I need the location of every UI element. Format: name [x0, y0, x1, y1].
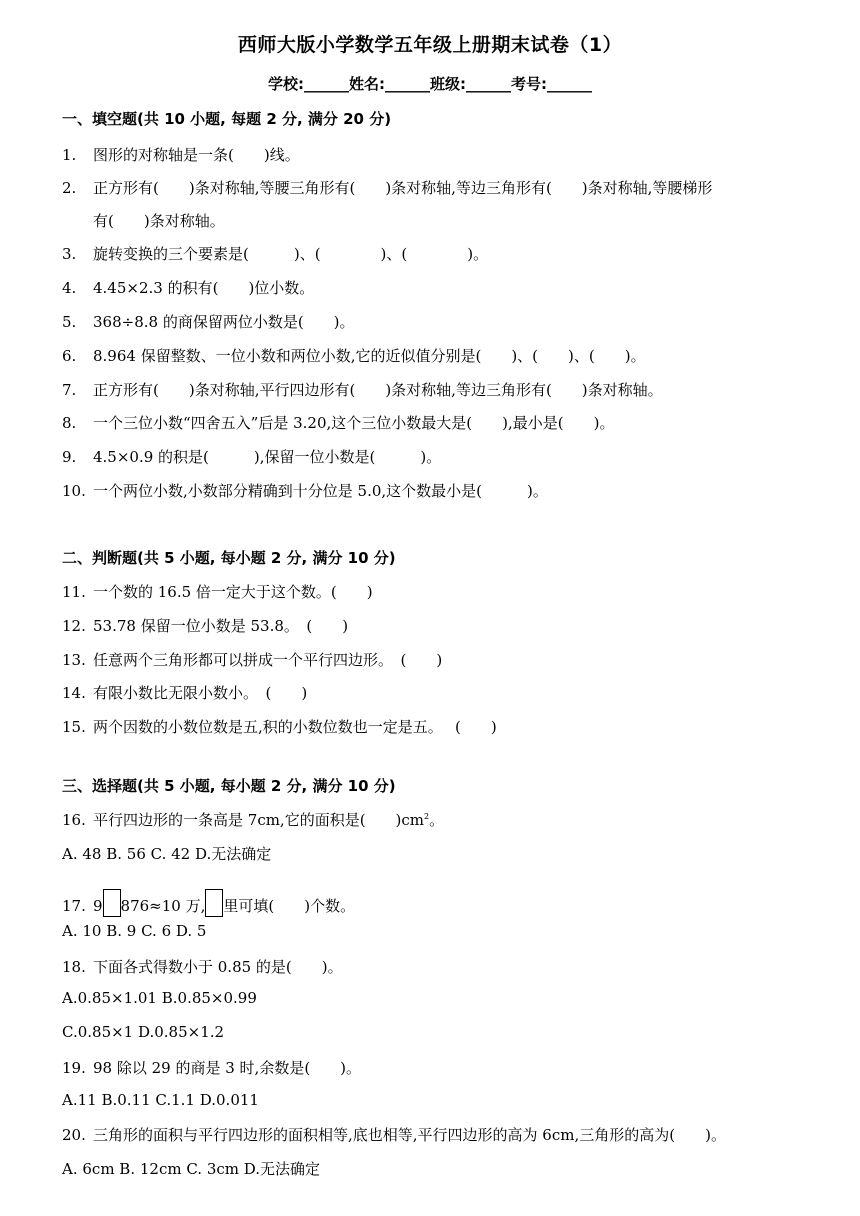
question-20-options: A. 6cm B. 12cm C. 3cm D.无法确定	[62, 1160, 321, 1178]
question-18: 18. 下面各式得数小于 0.85 的是( )。	[62, 958, 343, 976]
blank-box	[103, 889, 121, 917]
question-14: 14. 有限小数比无限小数小。 ( )	[62, 684, 308, 702]
page-title: 西师大版小学数学五年级上册期末试卷（1）	[237, 34, 623, 56]
question-19: 19. 98 除以 29 的商是 3 时,余数是( )。	[62, 1059, 362, 1077]
question-3: 3. 旋转变换的三个要素是( )、( )、( )。	[62, 245, 489, 263]
question-15: 15. 两个因数的小数位数是五,积的小数位数也一定是五。 ( )	[62, 718, 497, 736]
question-20: 20. 三角形的面积与平行四边形的面积相等,底也相等,平行四边形的高为 6cm,三角形的高为( )。	[62, 1126, 726, 1144]
student-info-line: 学校:______姓名:______班级:______考号:______	[268, 75, 592, 93]
question-18-options-row2: C.0.85×1 D.0.85×1.2	[62, 1023, 225, 1041]
question-18-options-row1: A.0.85×1.01 B.0.85×0.99	[62, 989, 257, 1007]
question-7: 7. 正方形有( )条对称轴,平行四边形有( )条对称轴,等边三角形有( )条对称轴。	[62, 381, 663, 399]
question-9: 9. 4.5×0.9 的积是( ),保留一位小数是( )。	[62, 448, 442, 466]
section-heading-multiple-choice: 三、选择题(共 5 小题, 每小题 2 分, 满分 10 分)	[62, 777, 396, 795]
question-17-options: A. 10 B. 9 C. 6 D. 5	[62, 922, 207, 940]
section-heading-true-false: 二、判断题(共 5 小题, 每小题 2 分, 满分 10 分)	[62, 549, 396, 567]
question-6: 6. 8.964 保留整数、一位小数和两位小数,它的近似值分别是( )、( )、( )。	[62, 347, 646, 365]
question-16: 16. 平行四边形的一条高是 7cm,它的面积是( )$cm^2$。	[62, 811, 445, 829]
question-8: 8. 一个三位小数“四舍五入”后是 3.20,这个三位小数最大是( ),最小是( )。	[62, 414, 615, 432]
question-12: 12. 53.78 保留一位小数是 53.8。 ( )	[62, 617, 349, 635]
question-13: 13. 任意两个三角形都可以拼成一个平行四边形。 ( )	[62, 651, 443, 669]
question-10: 10. 一个两位小数,小数部分精确到十分位是 5.0,这个数最小是( )。	[62, 482, 548, 500]
question-16-options: A. 48 B. 56 C. 42 D.无法确定	[62, 845, 272, 863]
question-17: 17. 9 876≈10 万, 里可填( )个数。	[62, 889, 355, 917]
question-2-continued: 有( )条对称轴。	[93, 212, 225, 230]
question-1: 1. 图形的对称轴是一条( )线。	[62, 146, 300, 164]
question-2: 2. 正方形有( )条对称轴,等腰三角形有( )条对称轴,等边三角形有( )条对称轴,等腰梯形	[62, 179, 713, 197]
question-5: 5. 368÷8.8 的商保留两位小数是( )。	[62, 313, 355, 331]
blank-box	[205, 889, 223, 917]
question-11: 11. 一个数的 16.5 倍一定大于这个数。( )	[62, 583, 373, 601]
question-19-options: A.11 B.0.11 C.1.1 D.0.011	[62, 1091, 259, 1109]
section-heading-fill-blank: 一、填空题(共 10 小题, 每题 2 分, 满分 20 分)	[62, 110, 392, 128]
question-4: 4. 4.45×2.3 的积有( )位小数。	[62, 279, 315, 297]
